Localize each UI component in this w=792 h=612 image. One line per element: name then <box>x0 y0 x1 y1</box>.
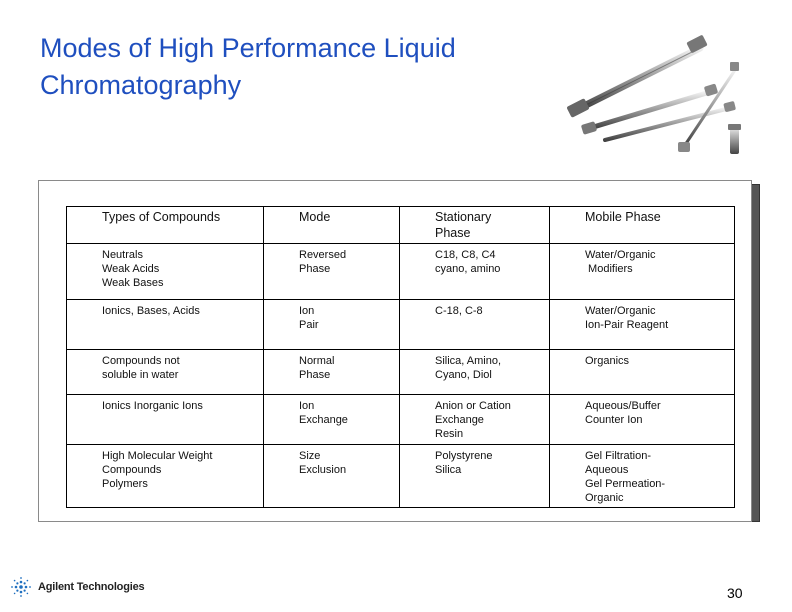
cell-text-line: Polystyrene <box>435 450 493 462</box>
cell-text-line: Phase <box>435 226 471 240</box>
cell-text-line: Reversed <box>299 249 347 261</box>
header-cell <box>550 207 735 244</box>
cell-text-line: Water/Organic <box>585 249 656 261</box>
cell-text-line: Organics <box>585 355 630 367</box>
table-cell <box>550 244 735 300</box>
cell-text-line: Exclusion <box>299 464 347 476</box>
table-row <box>67 244 735 300</box>
hplc-modes-table <box>66 206 735 508</box>
cell-text-line: cyano, amino <box>435 263 501 275</box>
header-cell <box>400 207 550 244</box>
table-cell <box>67 300 264 350</box>
cell-text-line: Stationary <box>435 210 492 224</box>
column-3 <box>605 101 736 140</box>
cell-text-line: Neutrals <box>102 249 143 261</box>
table-cell <box>550 350 735 395</box>
table-row <box>67 350 735 395</box>
agilent-spark-icon <box>10 576 32 598</box>
table-row <box>67 445 735 508</box>
slide-title: Modes of High Performance Liquid Chromatography <box>40 33 456 100</box>
cell-text-line: Gel Permeation- <box>585 478 666 490</box>
cell-text-line: Ion-Pair Reagent <box>585 319 669 331</box>
table-cell <box>67 244 264 300</box>
cell-text-line: Compounds not <box>102 355 180 367</box>
table-cell <box>400 244 550 300</box>
cell-text-line: Phase <box>299 263 331 275</box>
table-cell <box>400 350 550 395</box>
cell-text-line: Weak Acids <box>102 263 160 275</box>
column-1 <box>566 35 707 118</box>
cell-text-line: Resin <box>435 428 464 440</box>
table-cell <box>264 244 400 300</box>
cell-text-line: Modifiers <box>585 263 633 275</box>
cell-text-line: soluble in water <box>102 369 179 381</box>
header-cell <box>264 207 400 244</box>
table-cell <box>550 445 735 508</box>
cell-text-line: Cyano, Diol <box>435 369 492 381</box>
cell-text-line: Exchange <box>299 414 348 426</box>
table-cell <box>400 445 550 508</box>
cell-text-line: Silica <box>435 464 462 476</box>
page-number: 30 <box>727 585 743 601</box>
agilent-logo <box>10 576 144 598</box>
column-5 <box>728 124 741 154</box>
header-row <box>67 207 735 244</box>
table-row <box>67 395 735 445</box>
cell-text-line: Counter Ion <box>585 414 643 426</box>
header-cell <box>67 207 264 244</box>
table-cell <box>67 350 264 395</box>
table-cell <box>400 300 550 350</box>
cell-text-line: C-18, C-8 <box>435 305 483 317</box>
cell-text-line: Exchange <box>435 414 484 426</box>
cell-text-line: Ionics Inorganic Ions <box>102 400 203 412</box>
hplc-columns-image <box>560 30 750 160</box>
cell-text-line: High Molecular Weight <box>102 450 213 462</box>
cell-text-line: Types of Compounds <box>102 210 221 224</box>
cell-text-line: Anion or Cation <box>435 400 511 412</box>
table-cell <box>550 300 735 350</box>
cell-text-line: Ionics, Bases, Acids <box>102 305 200 317</box>
cell-text-line: Size <box>299 450 321 462</box>
brand-name: Agilent Technologies <box>38 581 145 593</box>
table-cell <box>264 300 400 350</box>
cell-text-line: C18, C8, C4 <box>435 249 496 261</box>
cell-text-line: Water/Organic <box>585 305 656 317</box>
cell-text-line: Silica, Amino, <box>435 355 502 367</box>
table-row <box>67 300 735 350</box>
cell-text-line: Mobile Phase <box>585 210 661 224</box>
cell-text-line: Weak Bases <box>102 277 164 289</box>
table-cell <box>67 395 264 445</box>
table-cell <box>264 395 400 445</box>
cell-text-line: Ion <box>299 400 315 412</box>
cell-text-line: Ion <box>299 305 315 317</box>
cell-text-line: Polymers <box>102 478 148 490</box>
cell-text-line: Organic <box>585 492 624 504</box>
cell-text-line: Pair <box>299 319 319 331</box>
cell-text-line: Phase <box>299 369 331 381</box>
table-cell <box>264 350 400 395</box>
table-cell <box>264 445 400 508</box>
table-cell <box>400 395 550 445</box>
table-cell <box>67 445 264 508</box>
cell-text-line: Compounds <box>102 464 162 476</box>
cell-text-line: Gel Filtration- <box>585 450 652 462</box>
table-cell <box>550 395 735 445</box>
cell-text-line: Normal <box>299 355 335 367</box>
cell-text-line: Mode <box>299 210 331 224</box>
cell-text-line: Aqueous/Buffer <box>585 400 661 412</box>
cell-text-line: Aqueous <box>585 464 629 476</box>
